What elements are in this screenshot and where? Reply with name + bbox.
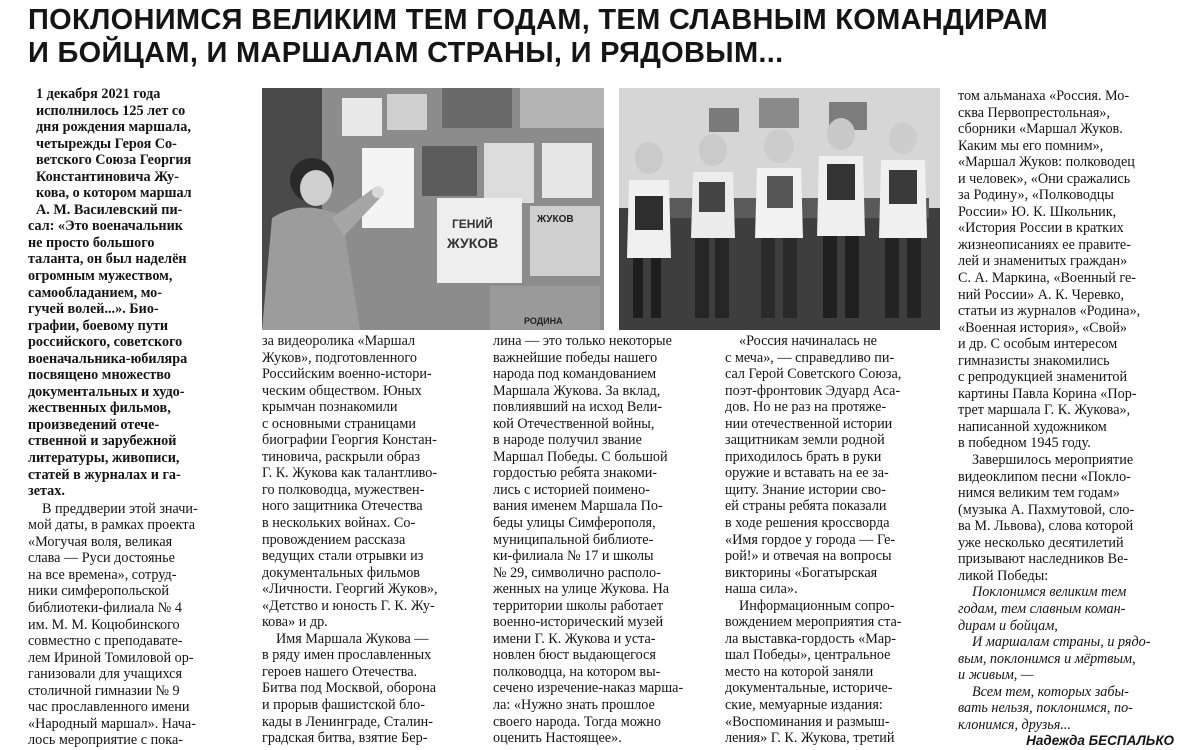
text-line: ла: «Нужно знать прошлое (493, 697, 655, 714)
text-line: клонимся, друзья... (958, 716, 1071, 733)
text-line: том альманаха «Россия. Мо- (958, 88, 1130, 104)
poster-text-3: ЖУКОВ (537, 214, 574, 225)
text-line: викторины «Богатырская (725, 564, 878, 581)
text-line: сал: «Это военачальник (28, 218, 183, 235)
text-line: «Военная история», «Свой» (958, 319, 1128, 336)
text-line: статей в журналах и га- (28, 466, 181, 483)
text-line: щиту. Знание истории сво- (725, 481, 886, 498)
text-line: ственной и зарубежной (28, 433, 177, 450)
text-line: (музыка А. Пахмутовой, сло- (958, 501, 1135, 518)
text-line: таланта, он был наделён (28, 251, 187, 268)
text-line: четырежды Героя Со- (36, 135, 177, 152)
text-line: слава — Руси достоянье (28, 550, 175, 567)
text-line: документальных и худо- (28, 383, 185, 400)
column-1-body (28, 501, 244, 749)
text-line: в ряду имен прославленных (262, 647, 432, 664)
text-line: территории школы работает (493, 597, 664, 614)
text-line: ганизовали для учащихся (28, 666, 182, 683)
text-line: на все времена», сотруд- (28, 566, 177, 583)
text-line: Г. К. Жукова как талантливо- (262, 465, 438, 482)
text-line: военно-исторический музей (493, 614, 664, 631)
text-line: ники симферопольской (28, 583, 169, 600)
text-line: крымчан познакомили (262, 399, 398, 416)
text-line: приходилось брать в руки (725, 448, 882, 465)
text-line: «Воспоминания и размыш- (725, 713, 890, 730)
text-line: российского, советского (28, 334, 183, 351)
text-line: Каким мы его помним», (958, 137, 1104, 154)
text-line: библиотеки-филиала № 4 (28, 599, 182, 616)
text-line: сечено изречение-наказ марша- (493, 680, 684, 697)
text-line: ний России» А. К. Черевко, (958, 286, 1125, 303)
text-line: документальные, историче- (725, 680, 893, 697)
text-line: дня рождения маршала, (36, 119, 191, 136)
text-line: произведений отече- (28, 416, 160, 433)
text-line: ного защитника Отечества (262, 498, 423, 515)
headline (28, 4, 1188, 70)
text-line: кой Отечественной войны, (493, 415, 655, 432)
text-line: в ходе решения кроссворда (725, 515, 890, 532)
text-line: ей страны ребята показали (725, 498, 887, 515)
column-3 (493, 333, 711, 747)
text-line: женных на улице Жукова. На (493, 581, 670, 598)
text-line: в нескольких войнах. Со- (262, 515, 416, 532)
text-line: «Личности. Георгий Жуков», (262, 581, 438, 598)
text-line: сборники «Маршал Жуков. (958, 121, 1123, 138)
text-line: вать нельзя, поклонимся, по- (958, 700, 1133, 717)
text-line: Всем тем, которых забы- (972, 683, 1129, 700)
text-line: зетах. (28, 483, 65, 500)
text-line: новлен бюст выдающегося (493, 647, 656, 664)
text-line: час прославленного имени (28, 699, 190, 716)
text-line: вождением мероприятия ста- (725, 614, 902, 631)
text-line: «Могучая воля, великая (28, 533, 173, 550)
text-line: жизнеописаниях ее правите- (958, 236, 1131, 253)
text-line: ки-филиала № 17 и школы (493, 548, 654, 565)
text-line: наша сила». (725, 581, 798, 598)
poster-text-2: ЖУКОВ (447, 235, 499, 251)
text-line: лось мероприятие с пока- (28, 732, 183, 749)
column-1 (28, 86, 244, 749)
text-line: сал Герой Советского Союза, (725, 366, 902, 383)
text-line: ва М. Львова), слова которой (958, 518, 1134, 535)
text-line: уже несколько десятилетий (958, 534, 1124, 551)
text-line: кады в Ленинграде, Сталин- (262, 713, 433, 730)
text-line: призывают наследников Ве- (958, 551, 1129, 568)
text-line: столичной гимназии № 9 (28, 682, 180, 699)
text-line: Константиновича Жу- (36, 168, 179, 185)
photo-boy-svg (262, 88, 604, 330)
text-line: Имя Маршала Жукова — (276, 630, 429, 647)
text-line: оружие и вставать на ее за- (725, 465, 889, 482)
text-line: А. М. Василевский пи- (36, 201, 183, 218)
text-line: «История России в кратких (958, 220, 1124, 237)
text-line: В преддверии этой значи- (42, 500, 198, 517)
text-line: видеоклипом песни «Покло- (958, 468, 1131, 485)
text-line: своего народа. Тогда можно (493, 713, 661, 730)
text-line: за видеоролика «Маршал (262, 333, 416, 349)
text-line: ведущих стали отрывки из (262, 548, 424, 565)
text-line: огромным мужеством, (28, 268, 173, 285)
text-line: сква Первопрестольная», (958, 104, 1111, 121)
text-line: шал Победы», центральное (725, 647, 891, 664)
text-line: ликой Победы: (958, 567, 1049, 584)
text-line: 1 декабря 2021 года (36, 86, 161, 102)
column-5 (958, 88, 1174, 750)
column-1-lead (28, 86, 244, 500)
text-line: поэт-фронтовик Эдуард Аса- (725, 382, 901, 399)
text-line: ские, мемуарные издания: (725, 697, 883, 714)
text-line: литературы, живописи, (28, 450, 180, 467)
text-line: с репродукцией знаменитой (958, 369, 1128, 386)
text-line: самообладанием, мо- (28, 284, 162, 301)
text-line: Маршал Победы. С большой (493, 448, 668, 465)
text-line: совместно с преподавате- (28, 633, 183, 650)
text-line: статьи из журналов «Родина», (958, 303, 1141, 320)
text-line: нии отечественной истории (725, 415, 893, 432)
poster-text-4: РОДИНА (524, 316, 563, 326)
text-line: в народе получил звание (493, 432, 642, 449)
text-line: провождением рассказа (262, 531, 406, 548)
text-line: героев нашего Отечества. (262, 663, 418, 680)
text-line: дирам и бойцам, (958, 617, 1058, 634)
text-line: и человек», «Они сражались (958, 170, 1131, 187)
text-line: гордостью ребята знакоми- (493, 465, 658, 482)
text-line: гучей волей...». Био- (28, 301, 159, 318)
text-line: ла выставка-гордость «Мар- (725, 630, 896, 647)
author-signature: Надежда БЕСПАЛЬКО (1026, 733, 1174, 749)
text-line: годам, тем славным коман- (958, 600, 1126, 617)
photo-boy-at-exhibition (262, 88, 604, 330)
text-line: ветского Союза Георгия (36, 152, 192, 169)
text-line: тиновича, раскрыли образ (262, 448, 421, 465)
text-line: графии, боевому пути (28, 317, 169, 334)
column-5-body (958, 88, 1174, 584)
text-line: не просто большого (28, 234, 155, 251)
text-line: в победном 1945 году. (958, 435, 1091, 452)
text-line: беды улицы Симферополя, (493, 515, 656, 532)
text-line: Битва под Москвой, оборона (262, 680, 437, 697)
photo-children-with-books (619, 88, 940, 330)
text-line: муниципальной библиоте- (493, 531, 654, 548)
text-line: написанной художником (958, 418, 1107, 435)
text-line: № 29, символично располо- (493, 564, 661, 581)
text-line: ления» Г. К. Жукова, третий (725, 730, 895, 747)
text-line: «Народный маршал». Нача- (28, 715, 196, 732)
column-2 (262, 333, 478, 747)
text-line: место на которой заняли (725, 663, 874, 680)
text-line: защитникам земли родной (725, 432, 885, 449)
text-line: «Маршал Жуков: полководец (958, 154, 1135, 171)
text-line: трет маршала Г. К. Жукова», (958, 402, 1131, 419)
poster-text-1: ГЕНИЙ (452, 217, 493, 231)
text-line: «Имя гордое у города — Ге- (725, 531, 896, 548)
text-line: жественных фильмов, (28, 400, 171, 417)
headline-line-2: И БОЙЦАМ, И МАРШАЛАМ СТРАНЫ, И РЯДОВЫМ... (28, 37, 784, 69)
text-line: им. М. М. Коцюбинского (28, 616, 180, 633)
text-line: рой!» и отвечая на вопросы (725, 548, 892, 565)
text-line: Информационным сопро- (739, 597, 895, 614)
text-line: и др. С особым интересом (958, 336, 1118, 353)
text-line: го полководца, мужествен- (262, 481, 425, 498)
text-line: гимназисты знакомились (958, 352, 1110, 369)
text-line: градская битва, взятие Бер- (262, 730, 428, 747)
text-line: имени Г. К. Жукова и уста- (493, 630, 656, 647)
text-line: за Родину», «Полководцы (958, 187, 1114, 204)
photo-children-svg (619, 88, 940, 330)
text-line: Жуков», подготовленного (262, 349, 417, 366)
text-line: Поклонимся великим тем (972, 584, 1127, 601)
text-line: Завершилось мероприятие (972, 452, 1134, 469)
text-line: лись с историей поимено- (493, 481, 650, 498)
poem (958, 584, 1174, 733)
text-line: посвящено множество (28, 367, 171, 384)
text-line: нимся великим тем годам» (958, 485, 1120, 502)
text-line: И маршалам страны, и рядо- (972, 634, 1151, 651)
text-line: документальных фильмов (262, 564, 420, 581)
headline-line-1: ПОКЛОНИМСЯ ВЕЛИКИМ ТЕМ ГОДАМ, ТЕМ СЛАВНЫМ КОМАНДИРАМ (28, 4, 1048, 36)
text-line: с меча», — справедливо пи- (725, 349, 895, 366)
text-line: народа под командованием (493, 366, 657, 383)
text-line: повлиявший на исход Вели- (493, 399, 663, 416)
text-line: дов. Но не раз на протяже- (725, 399, 887, 416)
text-line: лина — это только некоторые (493, 333, 672, 349)
text-line: кова, о котором маршал (36, 185, 192, 202)
text-line: России» Ю. К. Школьник, (958, 203, 1117, 220)
text-line: Российским военно-истори- (262, 366, 432, 383)
text-line: и живым, — (958, 667, 1034, 684)
text-line: полководца, на котором вы- (493, 663, 661, 680)
text-line: лей и знаменитых граждан» (958, 253, 1128, 270)
text-line: картины Павла Корина «Пор- (958, 385, 1137, 402)
text-line: Маршала Жукова. За вклад, (493, 382, 661, 399)
text-line: С. А. Маркина, «Военный ге- (958, 270, 1137, 287)
text-line: с основными страницами (262, 415, 416, 432)
column-4 (725, 333, 941, 747)
text-line: исполнилось 125 лет со (36, 102, 186, 119)
text-line: военачальника-юбиляра (28, 350, 188, 367)
text-line: вания именем Маршала По- (493, 498, 663, 515)
text-line: «Детство и юность Г. К. Жу- (262, 597, 435, 614)
text-line: мой даты, в рамках проекта (28, 517, 196, 534)
text-line: «Россия начиналась не (739, 333, 877, 349)
text-line: оценить Настоящее». (493, 730, 622, 747)
text-line: вым, поклонимся и мёртвым, (958, 650, 1136, 667)
text-line: кова» и др. (262, 614, 328, 631)
text-line: важнейшие победы нашего (493, 349, 658, 366)
text-line: и прорыв фашистской бло- (262, 697, 425, 714)
text-line: лем Ириной Томиловой ор- (28, 649, 194, 666)
text-line: биографии Георгия Констан- (262, 432, 437, 449)
text-line: ческим обществом. Юных (262, 382, 422, 399)
